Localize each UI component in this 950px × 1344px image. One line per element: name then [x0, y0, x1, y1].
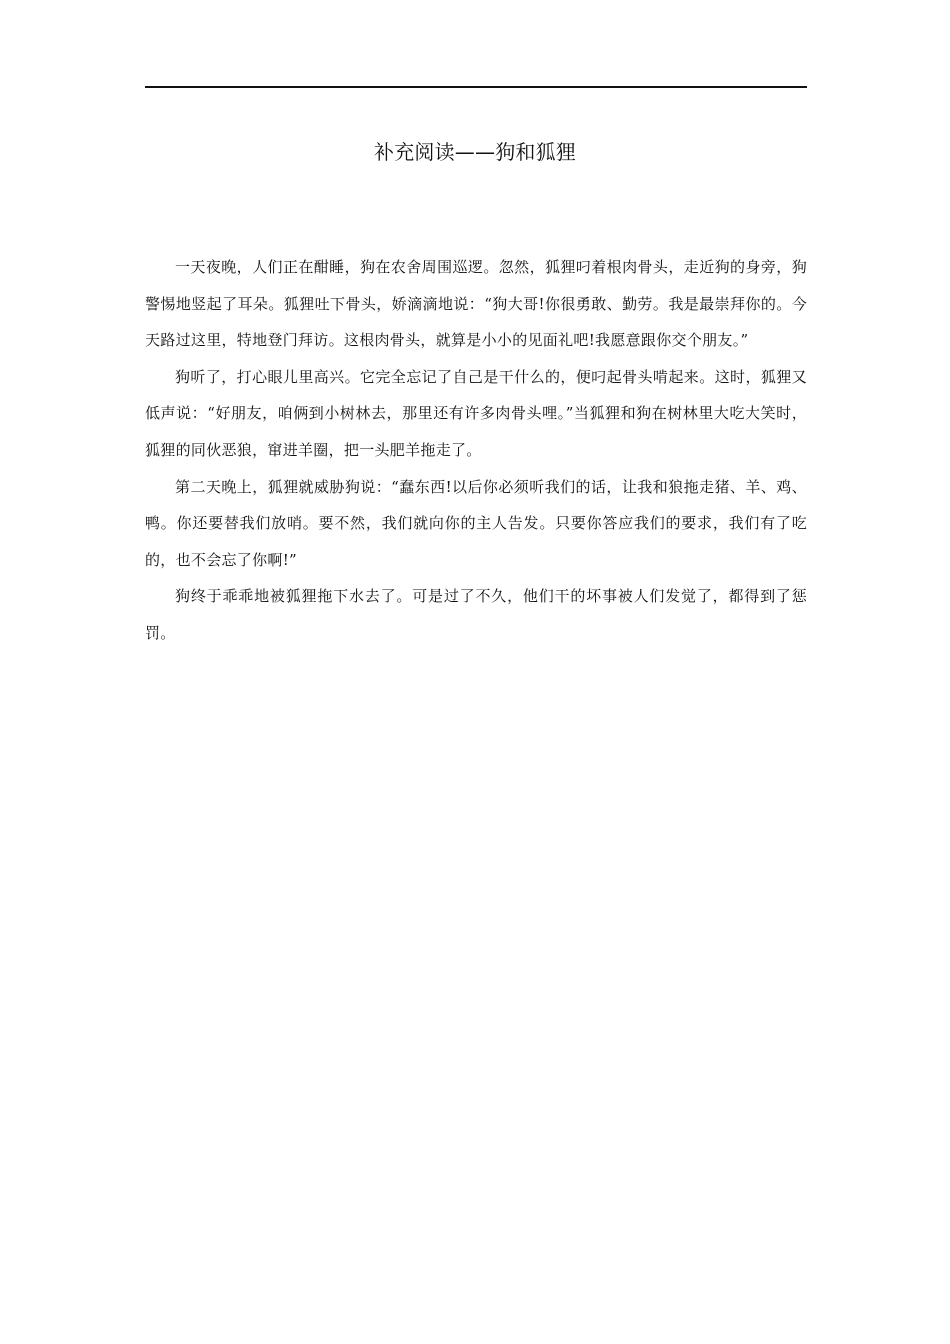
paragraph: 狗听了，打心眼儿里高兴。它完全忘记了自己是干什么的，便叼起骨头啃起来。这时，狐狸又低声说：“好朋友，咱俩到小树林去，那里还有许多肉骨头哩。”当狐狸和狗在树林里大吃大笑时，狐狸的同伙恶狼，窜进羊圈，把一头肥羊拖走了。	[145, 367, 807, 459]
header-rule	[145, 86, 807, 88]
article-body	[145, 249, 807, 652]
paragraph: 第二天晚上，狐狸就威胁狗说：“蠢东西!以后你必须听我们的话，让我和狼拖走猪、羊、鸡、鸭。你还要替我们放哨。要不然，我们就向你的主人告发。只要你答应我们的要求，我们有了吃的，也不会忘了你啊!”	[145, 477, 807, 569]
paragraph: 一天夜晚，人们正在酣睡，狗在农舍周围巡逻。忽然，狐狸叼着根肉骨头，走近狗的身旁，狗警惕地竖起了耳朵。狐狸吐下骨头，娇滴滴地说：“狗大哥!你很勇敢、勤劳。我是最崇拜你的。今天路过这里，特地登门拜访。这根肉骨头，就算是小小的见面礼吧!我愿意跟你交个朋友。”	[145, 258, 807, 350]
paragraph: 狗终于乖乖地被狐狸拖下水去了。可是过了不久，他们干的坏事被人们发觉了，都得到了惩罚。	[145, 587, 807, 642]
page-title: 补充阅读——狗和狐狸	[374, 140, 576, 164]
